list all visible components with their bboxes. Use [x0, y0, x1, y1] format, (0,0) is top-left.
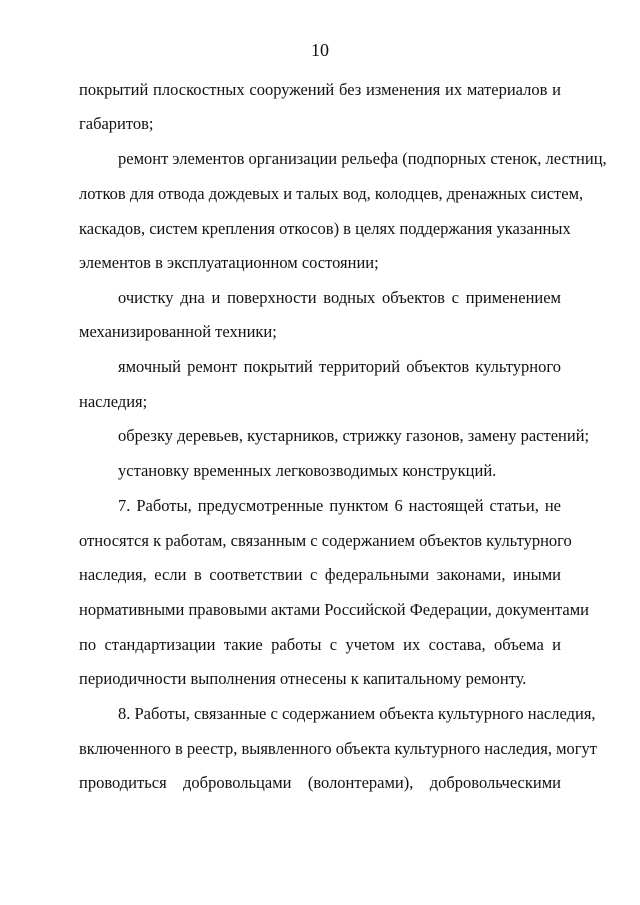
text-line: ремонт элементов организации рельефа (подпорных стенок, лестниц,: [118, 149, 607, 168]
text-line: 8. Работы, связанные с содержанием объекта культурного наследия,: [118, 704, 596, 723]
text-line: установку временных легковозводимых конструкций.: [118, 461, 497, 480]
text-line: относятся к работам, связанным с содержанием объектов культурного: [79, 531, 572, 550]
text-line: очистку дна и поверхности водных объектов с применением: [118, 288, 561, 307]
text-line: по стандартизации такие работы с учетом их состава, объема и: [79, 635, 561, 654]
text-line: габаритов;: [79, 114, 154, 133]
text-line: нормативными правовыми актами Российской Федерации, документами: [79, 600, 589, 619]
text-line: покрытий плоскостных сооружений без изменения их материалов и: [79, 80, 561, 99]
text-line: элементов в эксплуатационном состоянии;: [79, 253, 379, 272]
text-line: периодичности выполнения отнесены к капитальному ремонту.: [79, 669, 527, 688]
text-line: механизированной техники;: [79, 322, 277, 341]
text-line: 7. Работы, предусмотренные пунктом 6 настоящей статьи, не: [118, 496, 561, 515]
text-line: обрезку деревьев, кустарников, стрижку газонов, замену растений;: [118, 426, 590, 445]
text-line: наследия, если в соответствии с федеральными законами, иными: [79, 565, 561, 584]
text-line: каскадов, систем крепления откосов) в целях поддержания указанных: [79, 219, 571, 238]
page-number: 10: [311, 40, 329, 60]
text-line: лотков для отвода дождевых и талых вод, колодцев, дренажных систем,: [79, 184, 584, 203]
text-line: включенного в реестр, выявленного объекта культурного наследия, могут: [79, 739, 597, 758]
text-line: проводиться добровольцами (волонтерами), добровольческими: [79, 773, 561, 792]
text-line: ямочный ремонт покрытий территорий объектов культурного: [118, 357, 561, 376]
text-line: наследия;: [79, 392, 148, 411]
